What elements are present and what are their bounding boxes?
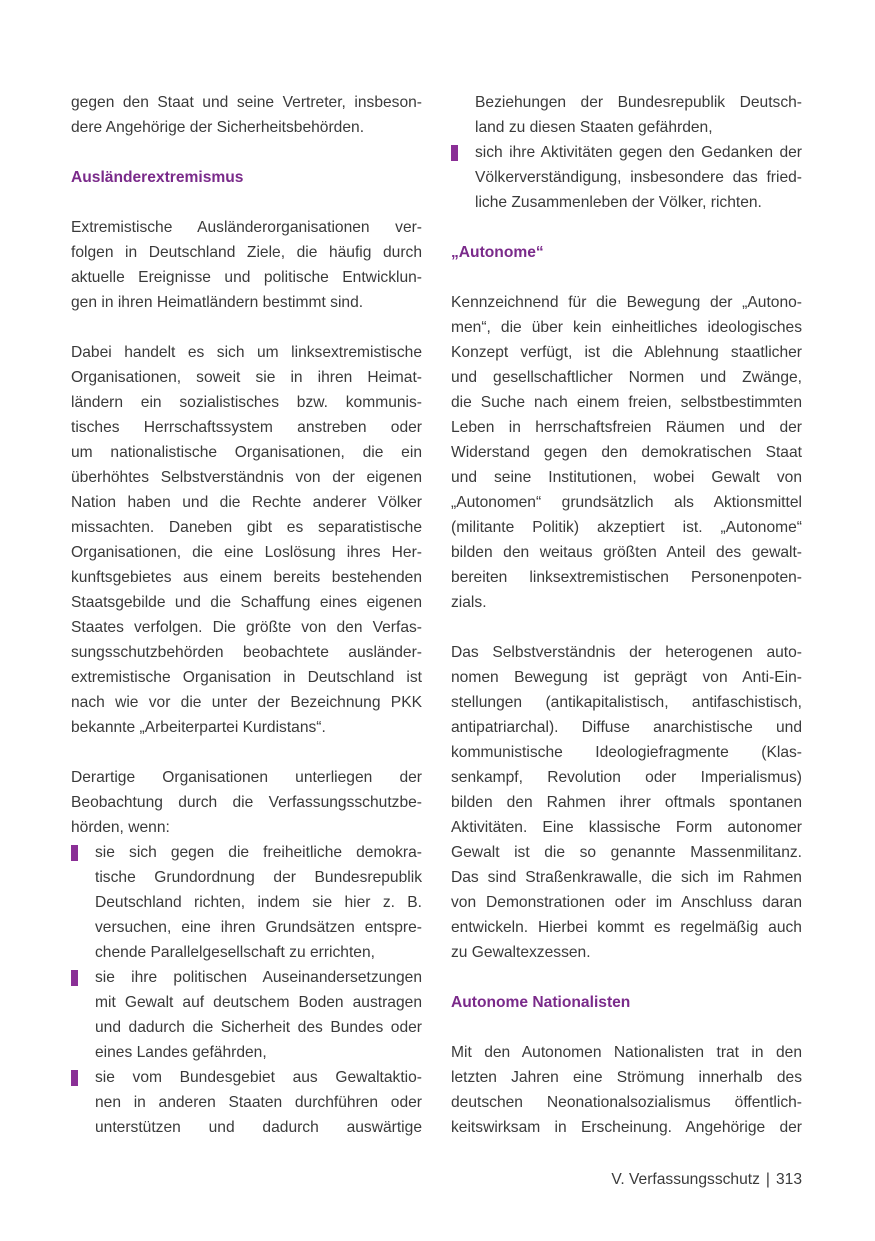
text-line: Organisationen, die eine Loslösung ihres Her- [71, 544, 422, 561]
text-line: Staatsgebilde und die Schaffung eines eigenen [71, 594, 422, 611]
text-line: deutschen Neonationalsozialismus öffentlich- [451, 1094, 802, 1111]
bullet-item [451, 140, 802, 215]
section-heading-autonome: „Autonome“ [451, 244, 544, 261]
text-line: „Autonomen“ grundsätzlich als Aktionsmittel [451, 494, 802, 511]
page-number: 313 [775, 1171, 802, 1188]
text-line: chende Parallelgesellschaft zu errichten, [95, 944, 375, 961]
intro-paragraph [71, 90, 422, 140]
footer-separator: | [765, 1171, 770, 1188]
text-line: Deutschland richten, indem sie hier z. B. [95, 894, 422, 911]
paragraph [71, 215, 422, 315]
right-column [451, 90, 802, 1140]
text-line: Gewalt ist die so genannte Massenmilitanz. [451, 844, 802, 861]
text-line: men“, die über kein einheitliches ideologisches [451, 319, 802, 336]
text-line: sie sich gegen die freiheitliche demokra- [95, 844, 422, 861]
text-line: Das sind Straßenkrawalle, die sich im Rahmen [451, 869, 802, 886]
text-line: um nationalistische Organisationen, die ein [71, 444, 422, 461]
text-line: folgen in Deutschland Ziele, die häufig durch [71, 244, 422, 261]
text-line: tische Grundordnung der Bundesrepublik [95, 869, 422, 886]
text-line: eines Landes gefährden, [95, 1044, 267, 1061]
text-line: Beobachtung durch die Verfassungsschutzbe- [71, 794, 422, 811]
text-line: sie vom Bundesgebiet aus Gewaltaktio- [95, 1069, 422, 1086]
text-line: dere Angehörige der Sicherheitsbehörden. [71, 119, 365, 136]
text-line: überhöhtes Selbstverständnis von der eigenen [71, 469, 422, 486]
text-line: nen in anderen Staaten durchführen oder [95, 1094, 422, 1111]
text-line: sie ihre politischen Auseinandersetzungen [95, 969, 422, 986]
text-line: tisches Herrschaftssystem anstreben oder [71, 419, 422, 436]
text-line: senkampf, Revolution oder Imperialismus) [451, 769, 802, 786]
text-line: Dabei handelt es sich um linksextremistische [71, 344, 422, 361]
text-line: Mit den Autonomen Nationalisten trat in den [451, 1044, 802, 1061]
text-line: antipatriarchal). Diffuse anarchistische und [451, 719, 802, 736]
text-line: liche Zusammenleben der Völker, richten. [475, 194, 762, 211]
text-line: Leben in herrschaftsfreien Räumen und der [451, 419, 802, 436]
text-line: und dadurch die Sicherheit des Bundes oder [95, 1019, 422, 1036]
bullet-marker-icon [71, 1070, 78, 1086]
text-line: Konzept verfügt, ist die Ablehnung staatlicher [451, 344, 802, 361]
text-line: zials. [451, 594, 487, 611]
text-line: Derartige Organisationen unterliegen der [71, 769, 422, 786]
text-line: unterstützen und dadurch auswärtige [95, 1119, 422, 1136]
paragraph [71, 765, 422, 840]
bullet-marker-icon [71, 845, 78, 861]
text-line: bekannte „Arbeiterpartei Kurdistans“. [71, 719, 326, 736]
text-line: bereiten linksextremistischen Personenpoten- [451, 569, 802, 586]
text-line: die Suche nach einem freien, selbstbestimmten [451, 394, 802, 411]
text-line: bilden den weitaus größten Anteil des gewalt- [451, 544, 802, 561]
bullet-item [71, 1065, 422, 1140]
bullet-marker-icon [451, 145, 458, 161]
text-line: aktuelle Ereignisse und politische Entwicklun- [71, 269, 422, 286]
text-line: kommunistische Ideologiefragmente (Klas- [451, 744, 802, 761]
text-line: letzten Jahren eine Strömung innerhalb des [451, 1069, 802, 1086]
text-line: bilden den Rahmen ihrer oftmals spontanen [451, 794, 802, 811]
text-line: Extremistische Ausländerorganisationen ver- [71, 219, 422, 236]
text-line: (militante Politik) akzeptiert ist. „Autonome“ [451, 519, 802, 536]
text-line: mit Gewalt auf deutschem Boden austragen [95, 994, 422, 1011]
text-line: zu Gewaltexzessen. [451, 944, 591, 961]
bullet-item-continued [451, 90, 802, 140]
text-line: von Demonstrationen oder im Anschluss daran [451, 894, 802, 911]
bullet-marker-icon [71, 970, 78, 986]
paragraph [71, 340, 422, 740]
text-line: missachten. Daneben gibt es separatistische [71, 519, 422, 536]
text-line: Völkerverständigung, insbesondere das fried- [475, 169, 802, 186]
text-line: land zu diesen Staaten gefährden, [475, 119, 713, 136]
text-line: Aktivitäten. Eine klassische Form autonomer [451, 819, 802, 836]
text-line: und gesellschaftlicher Normen und Zwänge, [451, 369, 802, 386]
paragraph [451, 640, 802, 965]
left-column [71, 90, 422, 1140]
text-line: entwickeln. Hierbei kommt es regelmäßig auch [451, 919, 802, 936]
text-line: gen in ihren Heimatländern bestimmt sind. [71, 294, 364, 311]
text-line: Nation haben und die Rechte anderer Völker [71, 494, 422, 511]
bullet-item [71, 965, 422, 1065]
text-line: sich ihre Aktivitäten gegen den Gedanken der [475, 144, 802, 161]
section-heading-auslaenderextremismus: Ausländerextremismus [71, 169, 244, 186]
paragraph [451, 1040, 802, 1140]
section-heading-autonome-nationalisten: Autonome Nationalisten [451, 994, 631, 1011]
text-line: extremistische Organisation in Deutschland ist [71, 669, 422, 686]
text-line: nach wie vor die unter der Bezeichnung PKK [71, 694, 422, 711]
text-line: Organisationen, soweit sie in ihren Heimat- [71, 369, 422, 386]
paragraph [451, 290, 802, 615]
footer-section-label: V. Verfassungsschutz [611, 1171, 760, 1188]
text-line: Kennzeichnend für die Bewegung der „Autono- [451, 294, 802, 311]
text-line: Das Selbstverständnis der heterogenen auto- [451, 644, 802, 661]
text-line: stellungen (antikapitalistisch, antifaschistisch, [451, 694, 802, 711]
text-line: keitswirksam in Erscheinung. Angehörige der [451, 1119, 802, 1136]
text-line: sungsschutzbehörden beobachtete ausländer- [71, 644, 422, 661]
text-line: versuchen, eine ihren Grundsätzen entspre- [95, 919, 422, 936]
text-line: gegen den Staat und seine Vertreter, insbeson- [71, 94, 422, 111]
text-line: Widerstand gegen den demokratischen Staat [451, 444, 802, 461]
text-line: ländern ein sozialistisches bzw. kommunis- [71, 394, 422, 411]
text-line: Staates verfolgen. Die größte von den Verfas- [71, 619, 422, 636]
page-footer [560, 1167, 802, 1192]
text-line: hörden, wenn: [71, 819, 170, 836]
bullet-item [71, 840, 422, 965]
text-line: kunftsgebietes aus einem bereits bestehenden [71, 569, 422, 586]
text-line: und seine Institutionen, wobei Gewalt von [451, 469, 802, 486]
text-line: nomen Bewegung ist geprägt von Anti-Ein- [451, 669, 802, 686]
text-line: Beziehungen der Bundesrepublik Deutsch- [475, 94, 802, 111]
